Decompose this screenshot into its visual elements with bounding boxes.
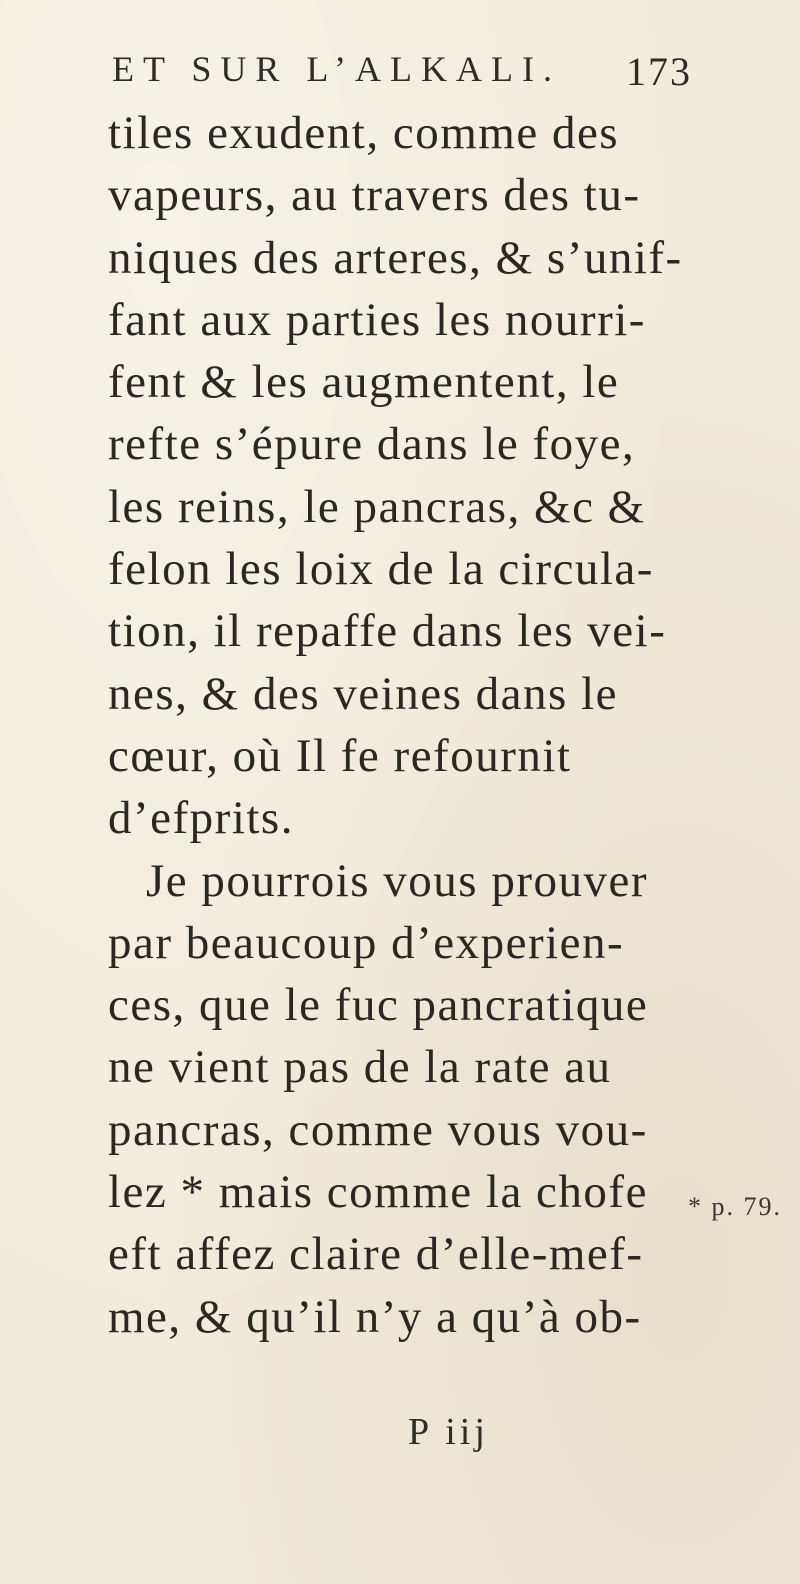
text-line: lez * mais comme la chofe bbox=[108, 1166, 648, 1219]
text-line: eft affez claire d’elle-mef- bbox=[108, 1228, 644, 1281]
text-line: d’efprits. bbox=[108, 792, 294, 845]
margin-note: * p. 79. bbox=[688, 1192, 782, 1221]
text-line: par beaucoup d’experien- bbox=[108, 916, 625, 969]
text-line: niques des arteres, & s’unif- bbox=[108, 231, 683, 284]
text-line: vapeurs, au travers des tu- bbox=[108, 169, 641, 222]
text-line: cœur, où Il fe refournit bbox=[108, 729, 572, 782]
text-line: ces, que le fuc pancratique bbox=[108, 979, 649, 1032]
signature-mark: P iij bbox=[408, 1411, 489, 1453]
text-line: les reins, le pancras, &c & bbox=[108, 480, 646, 533]
text-line: felon les loix de la circula- bbox=[108, 543, 654, 596]
text-line: pancras, comme vous vou- bbox=[108, 1103, 648, 1156]
text-line: nes, & des veines dans le bbox=[108, 667, 619, 720]
text-line: fant aux parties les nourri- bbox=[108, 293, 646, 346]
text-line: ne vient pas de la rate au bbox=[108, 1041, 612, 1094]
text-line: refte s’épure dans le foye, bbox=[108, 418, 636, 471]
running-head: ET SUR L’ALKALI. bbox=[112, 49, 561, 89]
text-line: fent & les augmentent, le bbox=[108, 356, 620, 409]
body-text bbox=[108, 102, 683, 1348]
text-line: me, & qu’il n’y a qu’à ob- bbox=[108, 1290, 642, 1343]
text-line: tion, il repaffe dans les vei- bbox=[108, 605, 667, 658]
page-number: 173 bbox=[626, 49, 692, 94]
text-line: tiles exudent, comme des bbox=[108, 107, 620, 159]
page-header bbox=[112, 48, 692, 98]
paragraph-start-line: Je pourrois vous prouver bbox=[146, 854, 649, 907]
